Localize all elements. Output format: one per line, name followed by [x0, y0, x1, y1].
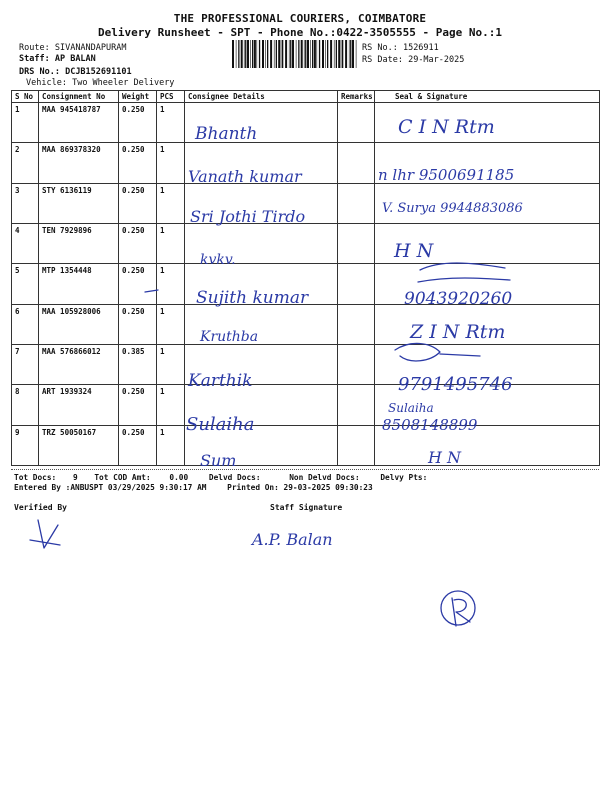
col-weight: Weight [119, 91, 157, 103]
cell-weight: 0.250 [119, 304, 157, 344]
cell-pcs: 1 [157, 385, 185, 425]
staff-line [19, 54, 96, 64]
table-row [12, 425, 600, 465]
cell-consignment: TRZ 50050167 [39, 425, 119, 465]
barcode-bar [327, 40, 328, 68]
seal-row4: H N [394, 240, 434, 262]
staff-label: Staff: [19, 54, 50, 64]
cell-weight: 0.250 [119, 385, 157, 425]
cell-sno: 5 [12, 264, 39, 304]
table-row [12, 385, 600, 425]
barcode-bar [232, 40, 234, 68]
cell-consignment: MAA 945418787 [39, 103, 119, 143]
cell-sno: 1 [12, 103, 39, 143]
table-row [12, 304, 600, 344]
table-row [12, 264, 600, 304]
round-stamp-icon [441, 591, 475, 626]
barcode-bar [285, 40, 287, 68]
route-value: SIVANANDAPURAM [54, 43, 127, 53]
vehicle-label: Vehicle: [26, 78, 67, 88]
cell-sno: 4 [12, 223, 39, 263]
col-seal: Seal & Signature [375, 91, 600, 103]
signature-row9-name: Sum [200, 451, 237, 470]
runsheet-table [11, 90, 600, 466]
signature-row5-name: Sujith kumar [196, 288, 309, 308]
rs-date-label: RS Date: [362, 55, 403, 65]
barcode-bar [292, 40, 294, 68]
cell-remarks [338, 425, 375, 465]
barcode-bar [305, 40, 306, 68]
barcode-bar [325, 40, 326, 68]
barcode-bar [289, 40, 290, 68]
cell-consignment: MAA 576866012 [39, 344, 119, 384]
cell-consignee [185, 143, 338, 183]
barcode-bar [296, 40, 297, 68]
cell-remarks [338, 223, 375, 263]
barcode-bar [238, 40, 239, 68]
cell-pcs: 1 [157, 223, 185, 263]
tot-docs-value: 9 [72, 473, 78, 482]
cell-pcs: 1 [157, 264, 185, 304]
cell-remarks [338, 264, 375, 304]
barcode-bar [310, 40, 311, 68]
vehicle-value: Two Wheeler Delivery [72, 78, 175, 88]
cell-pcs: 1 [157, 143, 185, 183]
cell-weight: 0.250 [119, 223, 157, 263]
barcode-bar [290, 40, 291, 68]
barcode-bar [317, 40, 318, 68]
cell-remarks [338, 344, 375, 384]
barcode-image [232, 40, 358, 68]
barcode-bar [301, 40, 303, 68]
cell-consignee [185, 264, 338, 304]
cell-weight: 0.250 [119, 425, 157, 465]
cell-pcs: 1 [157, 183, 185, 223]
cell-seal [375, 183, 600, 223]
barcode-bar [244, 40, 245, 68]
barcode-bar [304, 40, 305, 68]
cell-pcs: 1 [157, 425, 185, 465]
rs-no-label: RS No.: [362, 43, 398, 53]
cell-sno: 2 [12, 143, 39, 183]
barcode-bar [319, 40, 320, 68]
table-row [12, 103, 600, 143]
company-title: THE PROFESSIONAL COURIERS, COIMBATORE [173, 12, 427, 25]
signature-row1-name: Bhanth [195, 124, 258, 144]
barcode-bar [236, 40, 237, 68]
barcode-bar [274, 40, 275, 68]
barcode-bar [270, 40, 272, 68]
barcode-bar [336, 40, 337, 68]
signature-row8-name: Sulaiha [186, 414, 255, 435]
col-pcs: PCS [157, 91, 185, 103]
cell-seal [375, 304, 600, 344]
cell-remarks [338, 143, 375, 183]
cell-consignment: ART 1939324 [39, 385, 119, 425]
barcode-bar [281, 40, 282, 68]
cell-consignment: MAA 105928006 [39, 304, 119, 344]
cell-sno: 8 [12, 385, 39, 425]
table-header-row [12, 91, 600, 103]
barcode-bar [338, 40, 340, 68]
staff-value: AP BALAN [54, 54, 96, 64]
table-row [12, 143, 600, 183]
barcode-bar [352, 40, 354, 68]
seal-row6: Z I N Rtm [410, 321, 506, 343]
tot-cod-value: 0.00 [169, 473, 189, 482]
cell-consignee [185, 183, 338, 223]
barcode-bar [350, 40, 351, 68]
seal-row7: 9791495746 [398, 374, 513, 395]
cell-pcs: 1 [157, 103, 185, 143]
col-consignment: Consignment No [39, 91, 119, 103]
cell-seal [375, 344, 600, 384]
col-consignee: Consignee Details [185, 91, 338, 103]
cell-seal [375, 223, 600, 263]
entered-by: Entered By :ANBUSPT 03/29/2025 9:30:17 AM [14, 483, 207, 492]
barcode-bar [276, 40, 277, 68]
delvy-pts-label: Delvy Pts: [380, 473, 428, 482]
verified-by-label: Verified By [14, 503, 67, 512]
cell-consignee [185, 385, 338, 425]
rs-no-value: 1526911 [402, 43, 439, 53]
barcode-bar [267, 40, 268, 68]
cell-consignment: TEN 7929896 [39, 223, 119, 263]
entered-line [14, 483, 373, 492]
seal-row5: 9043920260 [404, 289, 513, 309]
signature-row7-name: Karthik [188, 371, 253, 391]
cell-seal [375, 103, 600, 143]
signature-row6-name: Kruthba [200, 329, 259, 345]
staff-signature-label: Staff Signature [270, 503, 343, 512]
barcode-bar [314, 40, 316, 68]
barcode-bar [254, 40, 256, 68]
seal-row2: n lhr 9500691185 [378, 166, 515, 184]
rs-date-value: 29-Mar-2025 [408, 55, 465, 65]
barcode-bar [245, 40, 246, 68]
barcode-bar [312, 40, 313, 68]
seal-row3: V. Surya 9944883086 [382, 201, 523, 216]
cell-seal [375, 264, 600, 304]
cell-consignee [185, 223, 338, 263]
printed-on: Printed On: 29-03-2025 09:30:23 [227, 483, 373, 492]
cell-seal [375, 385, 600, 425]
barcode-bar [282, 40, 283, 68]
signature-row3-name: Sri Jothi Tirdo [190, 207, 306, 226]
cell-weight: 0.385 [119, 344, 157, 384]
cell-weight: 0.250 [119, 103, 157, 143]
vehicle-line [26, 78, 174, 88]
cell-consignment: MAA 869378320 [39, 143, 119, 183]
cell-seal [375, 425, 600, 465]
non-delvd-docs-label: Non Delvd Docs: [289, 473, 360, 482]
cell-remarks [338, 304, 375, 344]
table-row [12, 344, 600, 384]
drs-value: DCJB152691101 [65, 67, 132, 77]
seal-row8: 8508148899 [382, 416, 478, 434]
cell-seal [375, 143, 600, 183]
route-line [19, 43, 127, 53]
barcode-bar [298, 40, 299, 68]
barcode-bar [334, 40, 335, 68]
rs-date-line [362, 55, 464, 65]
barcode-bar [257, 40, 258, 68]
tot-docs-label: Tot Docs: [14, 473, 57, 482]
cell-weight: 0.250 [119, 143, 157, 183]
seal-row9: H N [428, 448, 462, 467]
cell-pcs: 1 [157, 304, 185, 344]
col-remarks: Remarks [338, 91, 375, 103]
cell-consignment: MTP 1354448 [39, 264, 119, 304]
cell-sno: 9 [12, 425, 39, 465]
barcode-bar [247, 40, 249, 68]
cell-consignment: STY 6136119 [39, 183, 119, 223]
barcode-bar [250, 40, 251, 68]
delvd-docs-label: Delvd Docs: [208, 473, 261, 482]
cell-pcs: 1 [157, 344, 185, 384]
cell-consignee [185, 344, 338, 384]
barcode-bar [262, 40, 264, 68]
cell-remarks [338, 183, 375, 223]
runsheet-subtitle: Delivery Runsheet - SPT - Phone No.:0422-3505555 - Page No.:1 [98, 26, 502, 39]
cell-remarks [338, 385, 375, 425]
drs-line [19, 67, 132, 77]
cell-consignee [185, 425, 338, 465]
cell-sno: 3 [12, 183, 39, 223]
barcode-bar [307, 40, 309, 68]
cell-weight: 0.250 [119, 264, 157, 304]
barcode-bar [341, 40, 342, 68]
cell-consignee [185, 304, 338, 344]
barcode-bar [259, 40, 260, 68]
signature-row2-name: Vanath kumar [188, 167, 302, 186]
barcode-bar [252, 40, 253, 68]
rs-no-line [362, 43, 439, 53]
barcode-bar [342, 40, 343, 68]
cell-remarks [338, 103, 375, 143]
totals-line [14, 473, 427, 482]
table-row [12, 183, 600, 223]
signature-row4-name: kvkv. [200, 252, 236, 268]
seal-row8-name: Sulaiha [388, 401, 434, 415]
barcode-bar [265, 40, 266, 68]
seal-row1: C I N Rtm [398, 116, 495, 138]
route-label: Route: [19, 43, 50, 53]
tot-cod-label: Tot COD Amt: [94, 473, 151, 482]
cell-consignee [185, 103, 338, 143]
barcode-bar [322, 40, 324, 68]
cell-sno: 7 [12, 344, 39, 384]
staff-signature-handwriting: A.P. Balan [252, 530, 333, 549]
barcode-bar [330, 40, 332, 68]
cell-sno: 6 [12, 304, 39, 344]
table-row [12, 223, 600, 263]
drs-label: DRS No.: [19, 67, 60, 77]
col-sno: S No [12, 91, 39, 103]
barcode-bar [356, 40, 357, 68]
cell-weight: 0.250 [119, 183, 157, 223]
barcode-bar [345, 40, 347, 68]
barcode-bar [241, 40, 243, 68]
verified-mark [30, 520, 60, 548]
table-bottom-rule [11, 469, 599, 470]
barcode-bar [278, 40, 280, 68]
barcode-bar [349, 40, 350, 68]
